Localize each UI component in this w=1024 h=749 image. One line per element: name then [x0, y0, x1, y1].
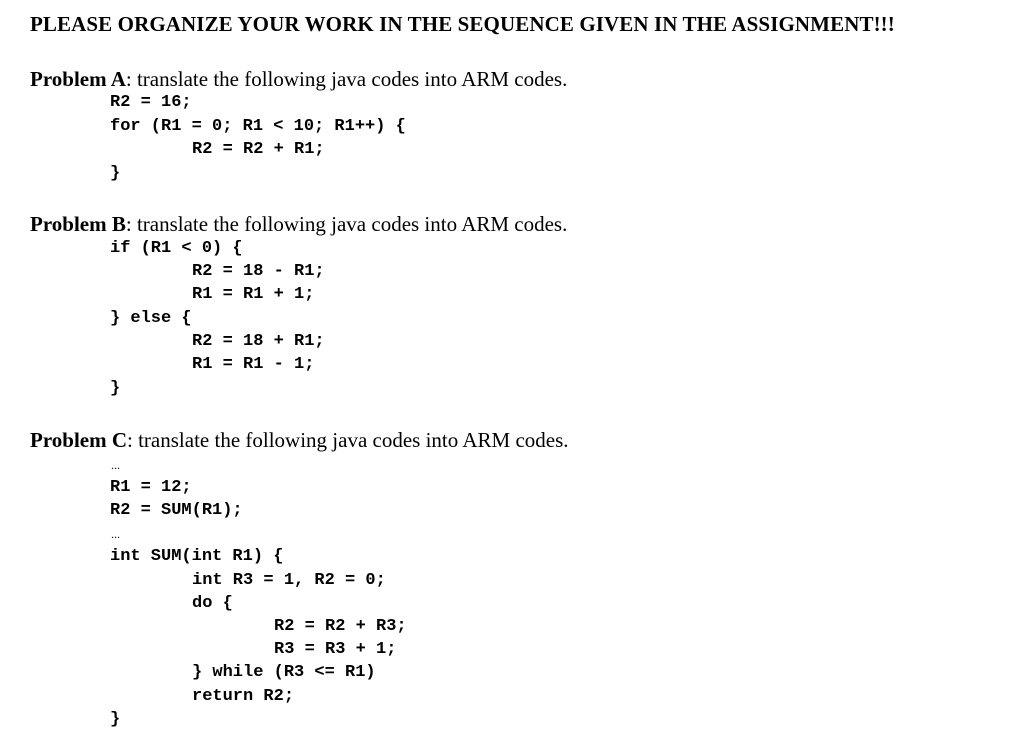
problem-b-code-line: } — [110, 379, 121, 398]
problem-c-code-line: do { — [192, 594, 233, 613]
problem-a-code-line: R2 = 16; — [110, 93, 192, 112]
problem-b-code-line: R2 = 18 - R1; — [192, 262, 325, 281]
problem-b-code-line: if (R1 < 0) { — [110, 239, 243, 258]
problem-c-code-line: R2 = SUM(R1); — [110, 501, 243, 520]
problem-a-label: Problem A — [30, 67, 126, 91]
problem-c-ellipsis: ... — [111, 527, 120, 541]
problem-c-code-line: R3 = R3 + 1; — [274, 640, 397, 659]
assignment-header: PLEASE ORGANIZE YOUR WORK IN THE SEQUENCE GIVEN IN THE ASSIGNMENT!!! — [30, 12, 895, 36]
problem-c-code-line: int SUM(int R1) { — [110, 547, 284, 566]
problem-b-label: Problem B — [30, 212, 126, 236]
problem-c-label: Problem C — [30, 428, 128, 452]
problem-b-code-line: } else { — [110, 309, 192, 328]
problem-c-code-line: int R3 = 1, R2 = 0; — [192, 571, 386, 590]
problem-c-instruction: : translate the following java codes into ARM codes. — [127, 428, 569, 452]
problem-c-ellipsis: ... — [111, 458, 120, 472]
problem-b-code-line: R1 = R1 + 1; — [192, 285, 315, 304]
problem-b-heading — [30, 212, 567, 237]
problem-c-code-line: } — [110, 710, 121, 729]
problem-a-code-line: R2 = R2 + R1; — [192, 140, 325, 159]
problem-b-code-line: R2 = 18 + R1; — [192, 332, 325, 351]
problem-c-code-line: return R2; — [192, 687, 295, 706]
problem-c-heading — [30, 428, 569, 453]
problem-a-code-line: } — [110, 164, 121, 183]
problem-c-code-line: } while (R3 <= R1) — [192, 663, 376, 682]
problem-a-instruction: : translate the following java codes into ARM codes. — [125, 67, 568, 91]
problem-a-code-line: for (R1 = 0; R1 < 10; R1++) { — [110, 117, 406, 136]
problem-b-instruction: : translate the following java codes into ARM codes. — [125, 212, 568, 236]
problem-a-heading — [30, 67, 567, 92]
problem-c-code-line: R1 = 12; — [110, 478, 192, 497]
problem-b-code-line: R1 = R1 - 1; — [192, 355, 315, 374]
problem-c-code-line: R2 = R2 + R3; — [274, 617, 407, 636]
